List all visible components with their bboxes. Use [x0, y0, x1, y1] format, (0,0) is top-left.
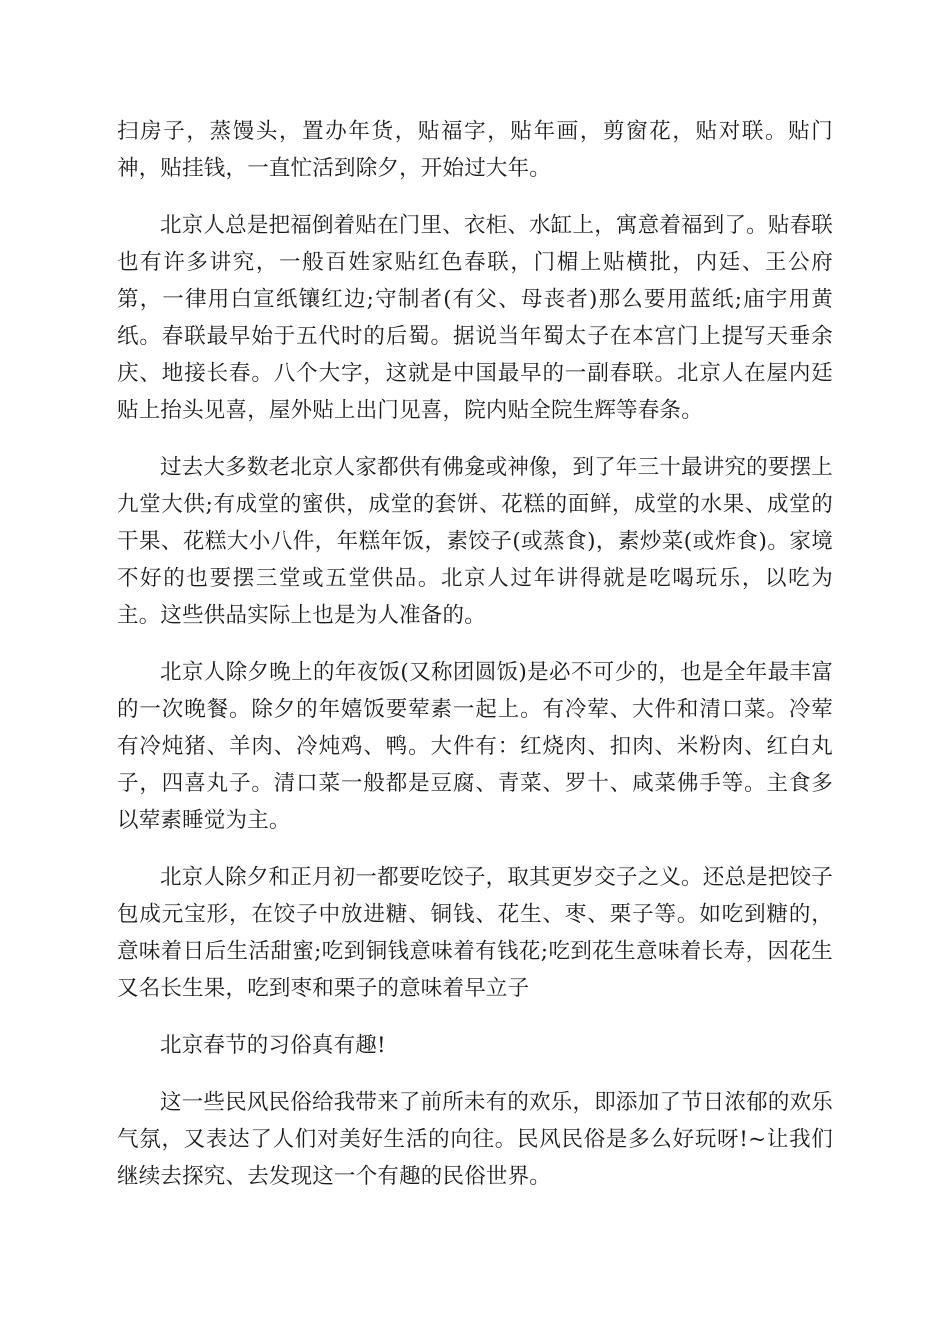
paragraph-3: 过去大多数老北京人家都供有佛龛或神像，到了年三十最讲究的要摆上九堂大供;有成堂的蜜供，成堂的套饼、花糕的面鲜，成堂的水果、成堂的干果、花糕大小八件，年糕年饭，素饺子(或蒸食)，素炒菜(或炸食)。家境不好的也要摆三堂或五堂供品。北京人过年讲得就是吃喝玩乐，以吃为主。这些供品实际上也是为人准备的。 [117, 455, 833, 628]
paragraph-7: 这一些民风民俗给我带来了前所未有的欢乐，即添加了节日浓郁的欢乐气氛，又表达了人们对美好生活的向往。民风民俗是多么好玩呀!~让我们继续去探究、去发现这一个有趣的民俗世界。 [117, 1090, 833, 1189]
document-body [117, 113, 833, 1215]
paragraph-6: 北京春节的习俗真有趣! [160, 1033, 386, 1058]
paragraph-5: 北京人除夕和正月初一都要吃饺子，取其更岁交子之义。还总是把饺子包成元宝形，在饺子中放进糖、铜钱、花生、枣、栗子等。如吃到糖的，意味着日后生活甜蜜;吃到铜钱意味着有钱花;吃到花生意味着长寿，因花生又名长生果，吃到枣和栗子的意味着早立子 [117, 865, 833, 1001]
paragraph-1: 扫房子，蒸馒头，置办年货，贴福字，贴年画，剪窗花，贴对联。贴门神，贴挂钱，一直忙活到除夕，开始过大年。 [117, 119, 833, 181]
paragraph-2: 北京人总是把福倒着贴在门里、衣柜、水缸上，寓意着福到了。贴春联也有许多讲究，一般百姓家贴红色春联，门楣上贴横批，内廷、王公府第，一律用白宣纸镶红边;守制者(有父、母丧者)那么要用蓝纸;庙宇用黄纸。春联最早始于五代时的后蜀。据说当年蜀太子在本宫门上提写天垂余庆、地接长春。八个大字，这就是中国最早的一副春联。北京人在屋内廷贴上抬头见喜，屋外贴上出门见喜，院内贴全院生辉等春条。 [117, 213, 833, 423]
paragraph-4: 北京人除夕晚上的年夜饭(又称团圆饭)是必不可少的，也是全年最丰富的一次晚餐。除夕的年嬉饭要荤素一起上。有冷荤、大件和清口菜。冷荤有冷炖猪、羊肉、冷炖鸡、鸭。大件有：红烧肉、扣肉、米粉肉、红白丸子，四喜丸子。清口菜一般都是豆腐、青菜、罗十、咸菜佛手等。主食多以荤素睡觉为主。 [117, 660, 833, 833]
